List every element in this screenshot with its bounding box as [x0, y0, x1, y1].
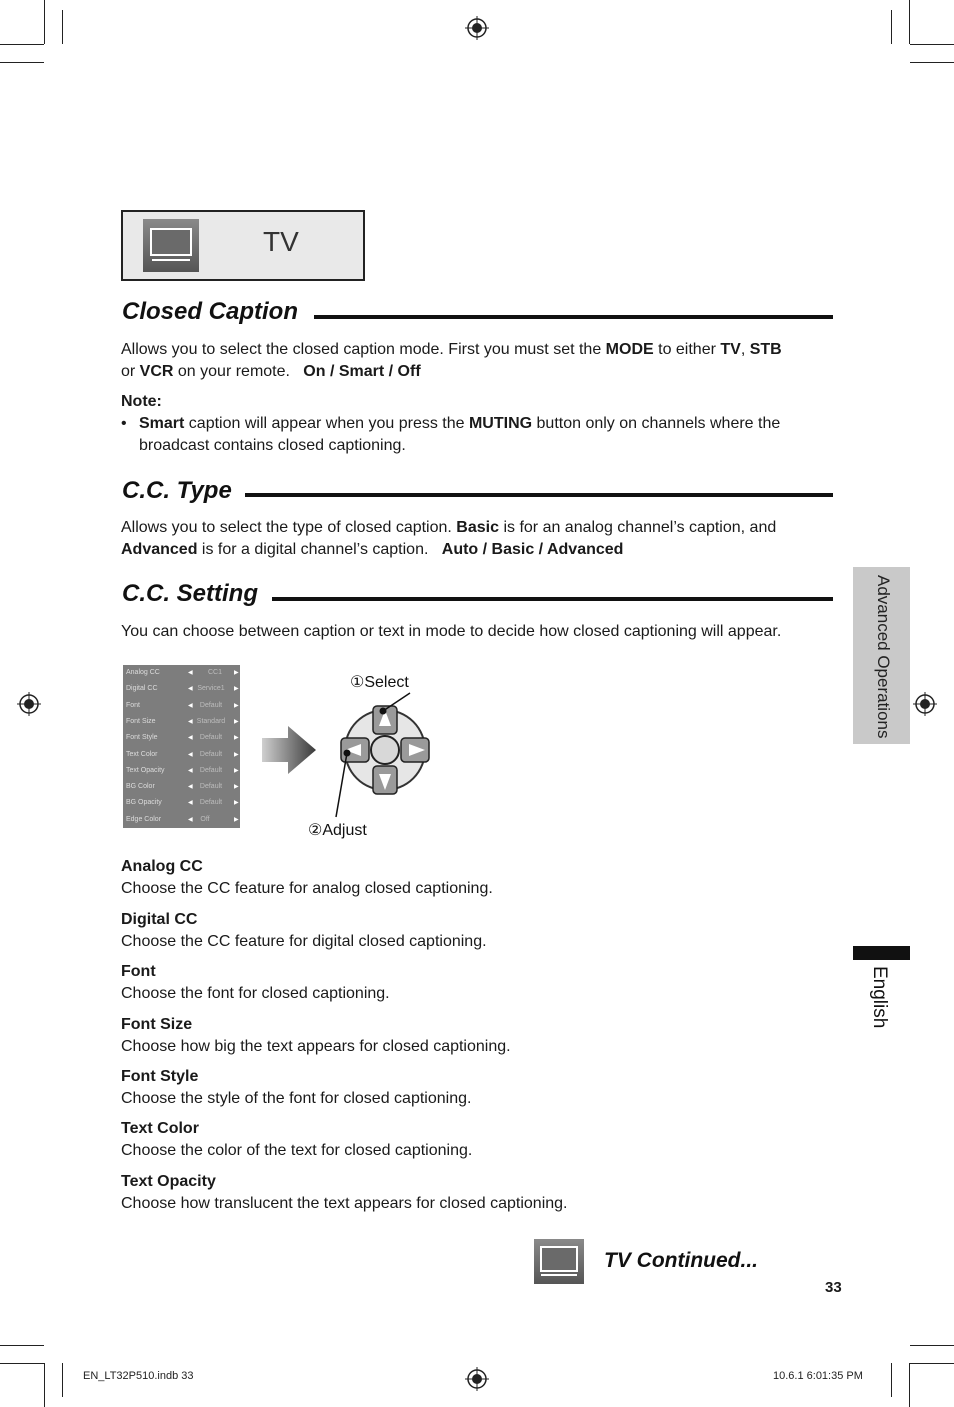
definition-term: Font Style	[121, 1068, 199, 1085]
menu-row: Digital CC ◀ Service1 ▶	[126, 685, 239, 693]
note-text: Smart caption will appear when you press the MUTING button only on channels where the broadcast contains closed captioning.	[139, 415, 781, 454]
page-number: 33	[825, 1279, 842, 1296]
definition-term: Font Size	[121, 1016, 193, 1033]
crop-mark	[910, 44, 954, 45]
note-label: Note:	[121, 393, 162, 410]
crop-mark	[62, 1363, 63, 1397]
crop-mark	[0, 1363, 44, 1364]
section-label: TV	[263, 226, 299, 257]
registration-mark-icon	[465, 1367, 489, 1391]
crop-mark	[44, 0, 45, 44]
registration-mark-icon	[913, 692, 937, 716]
menu-row: Text Color ◀ Default ▶	[126, 750, 239, 758]
adjust-callout: ②Adjust	[308, 822, 367, 839]
cc-type-text: Allows you to select the type of closed caption. Basic is for an analog channel’s caption, and Advanced is for a digital channel’s caption. Auto / Basic / Advanced	[121, 519, 777, 558]
right-arrow-icon	[262, 726, 316, 774]
menu-row: Analog CC ◀ CC1 ▶	[126, 669, 239, 676]
definition-desc: Choose how big the text appears for closed captioning.	[121, 1038, 511, 1055]
continued-label: TV Continued...	[604, 1249, 758, 1272]
menu-row: Font ◀ Default ▶	[126, 701, 239, 709]
heading-rule	[245, 493, 833, 497]
menu-row: Font Size ◀ Standard ▶	[126, 717, 239, 725]
language-bar	[853, 946, 910, 960]
footer-file: EN_LT32P510.indb 33	[83, 1370, 194, 1382]
crop-mark	[910, 1345, 954, 1346]
definition-desc: Choose the color of the text for closed captioning.	[121, 1142, 473, 1159]
crop-mark	[891, 10, 892, 44]
crop-mark	[0, 44, 44, 45]
language-label: English	[869, 966, 890, 1029]
definition-desc: Choose the style of the font for closed captioning.	[121, 1090, 472, 1107]
crop-mark	[0, 1345, 44, 1346]
cc-setting-heading: C.C. Setting	[122, 580, 258, 607]
select-callout: ①Select	[350, 674, 409, 691]
definition-desc: Choose the font for closed captioning.	[121, 985, 390, 1002]
menu-row: Edge Color ◀ Off ▶	[126, 815, 239, 823]
registration-mark-icon	[17, 692, 41, 716]
heading-rule	[314, 315, 833, 319]
crop-mark	[909, 0, 910, 44]
heading-rule	[272, 597, 833, 601]
menu-row: BG Color ◀ Default ▶	[126, 783, 239, 791]
definition-term: Text Opacity	[121, 1173, 216, 1190]
menu-row: Font Style ◀ Default ▶	[126, 734, 239, 742]
definition-desc: Choose the CC feature for digital closed captioning.	[121, 933, 487, 950]
crop-mark	[62, 10, 63, 44]
menu-row: Text Opacity ◀ Default ▶	[126, 766, 239, 774]
definition-term: Font	[121, 963, 156, 980]
menu-row: BG Opacity ◀ Default ▶	[126, 799, 239, 807]
note-bullet: •	[121, 415, 127, 432]
crop-mark	[910, 1363, 954, 1364]
cc-setting-text: You can choose between caption or text in mode to decide how closed captioning will appear.	[121, 623, 782, 640]
cc-type-options: Auto / Basic / Advanced	[441, 541, 624, 558]
definition-term: Analog CC	[121, 858, 203, 875]
definition-desc: Choose the CC feature for analog closed captioning.	[121, 880, 493, 897]
crop-mark	[0, 62, 44, 63]
tv-icon	[534, 1239, 584, 1284]
crop-mark	[891, 1363, 892, 1397]
closed-caption-text: Allows you to select the closed caption mode. First you must set the MODE to either TV, STB or VCR on your remote. On / Smart / Off	[121, 341, 782, 380]
definition-term: Digital CC	[121, 911, 198, 928]
definition-desc: Choose how translucent the text appears for closed captioning.	[121, 1195, 568, 1212]
footer-timestamp: 10.6.1 6:01:35 PM	[773, 1370, 863, 1382]
closed-caption-options: On / Smart / Off	[303, 363, 421, 380]
tv-icon	[143, 219, 199, 272]
registration-mark-icon	[465, 16, 489, 40]
section-header-box	[121, 210, 365, 281]
closed-caption-heading: Closed Caption	[122, 298, 299, 325]
crop-mark	[910, 62, 954, 63]
crop-mark	[909, 1363, 910, 1407]
crop-mark	[44, 1363, 45, 1407]
definition-term: Text Color	[121, 1120, 199, 1137]
cc-type-heading: C.C. Type	[122, 477, 232, 504]
cc-setting-menu	[123, 665, 240, 828]
callout-leaders	[325, 685, 425, 825]
side-tab-advanced-operations: Advanced Operations	[853, 567, 910, 744]
